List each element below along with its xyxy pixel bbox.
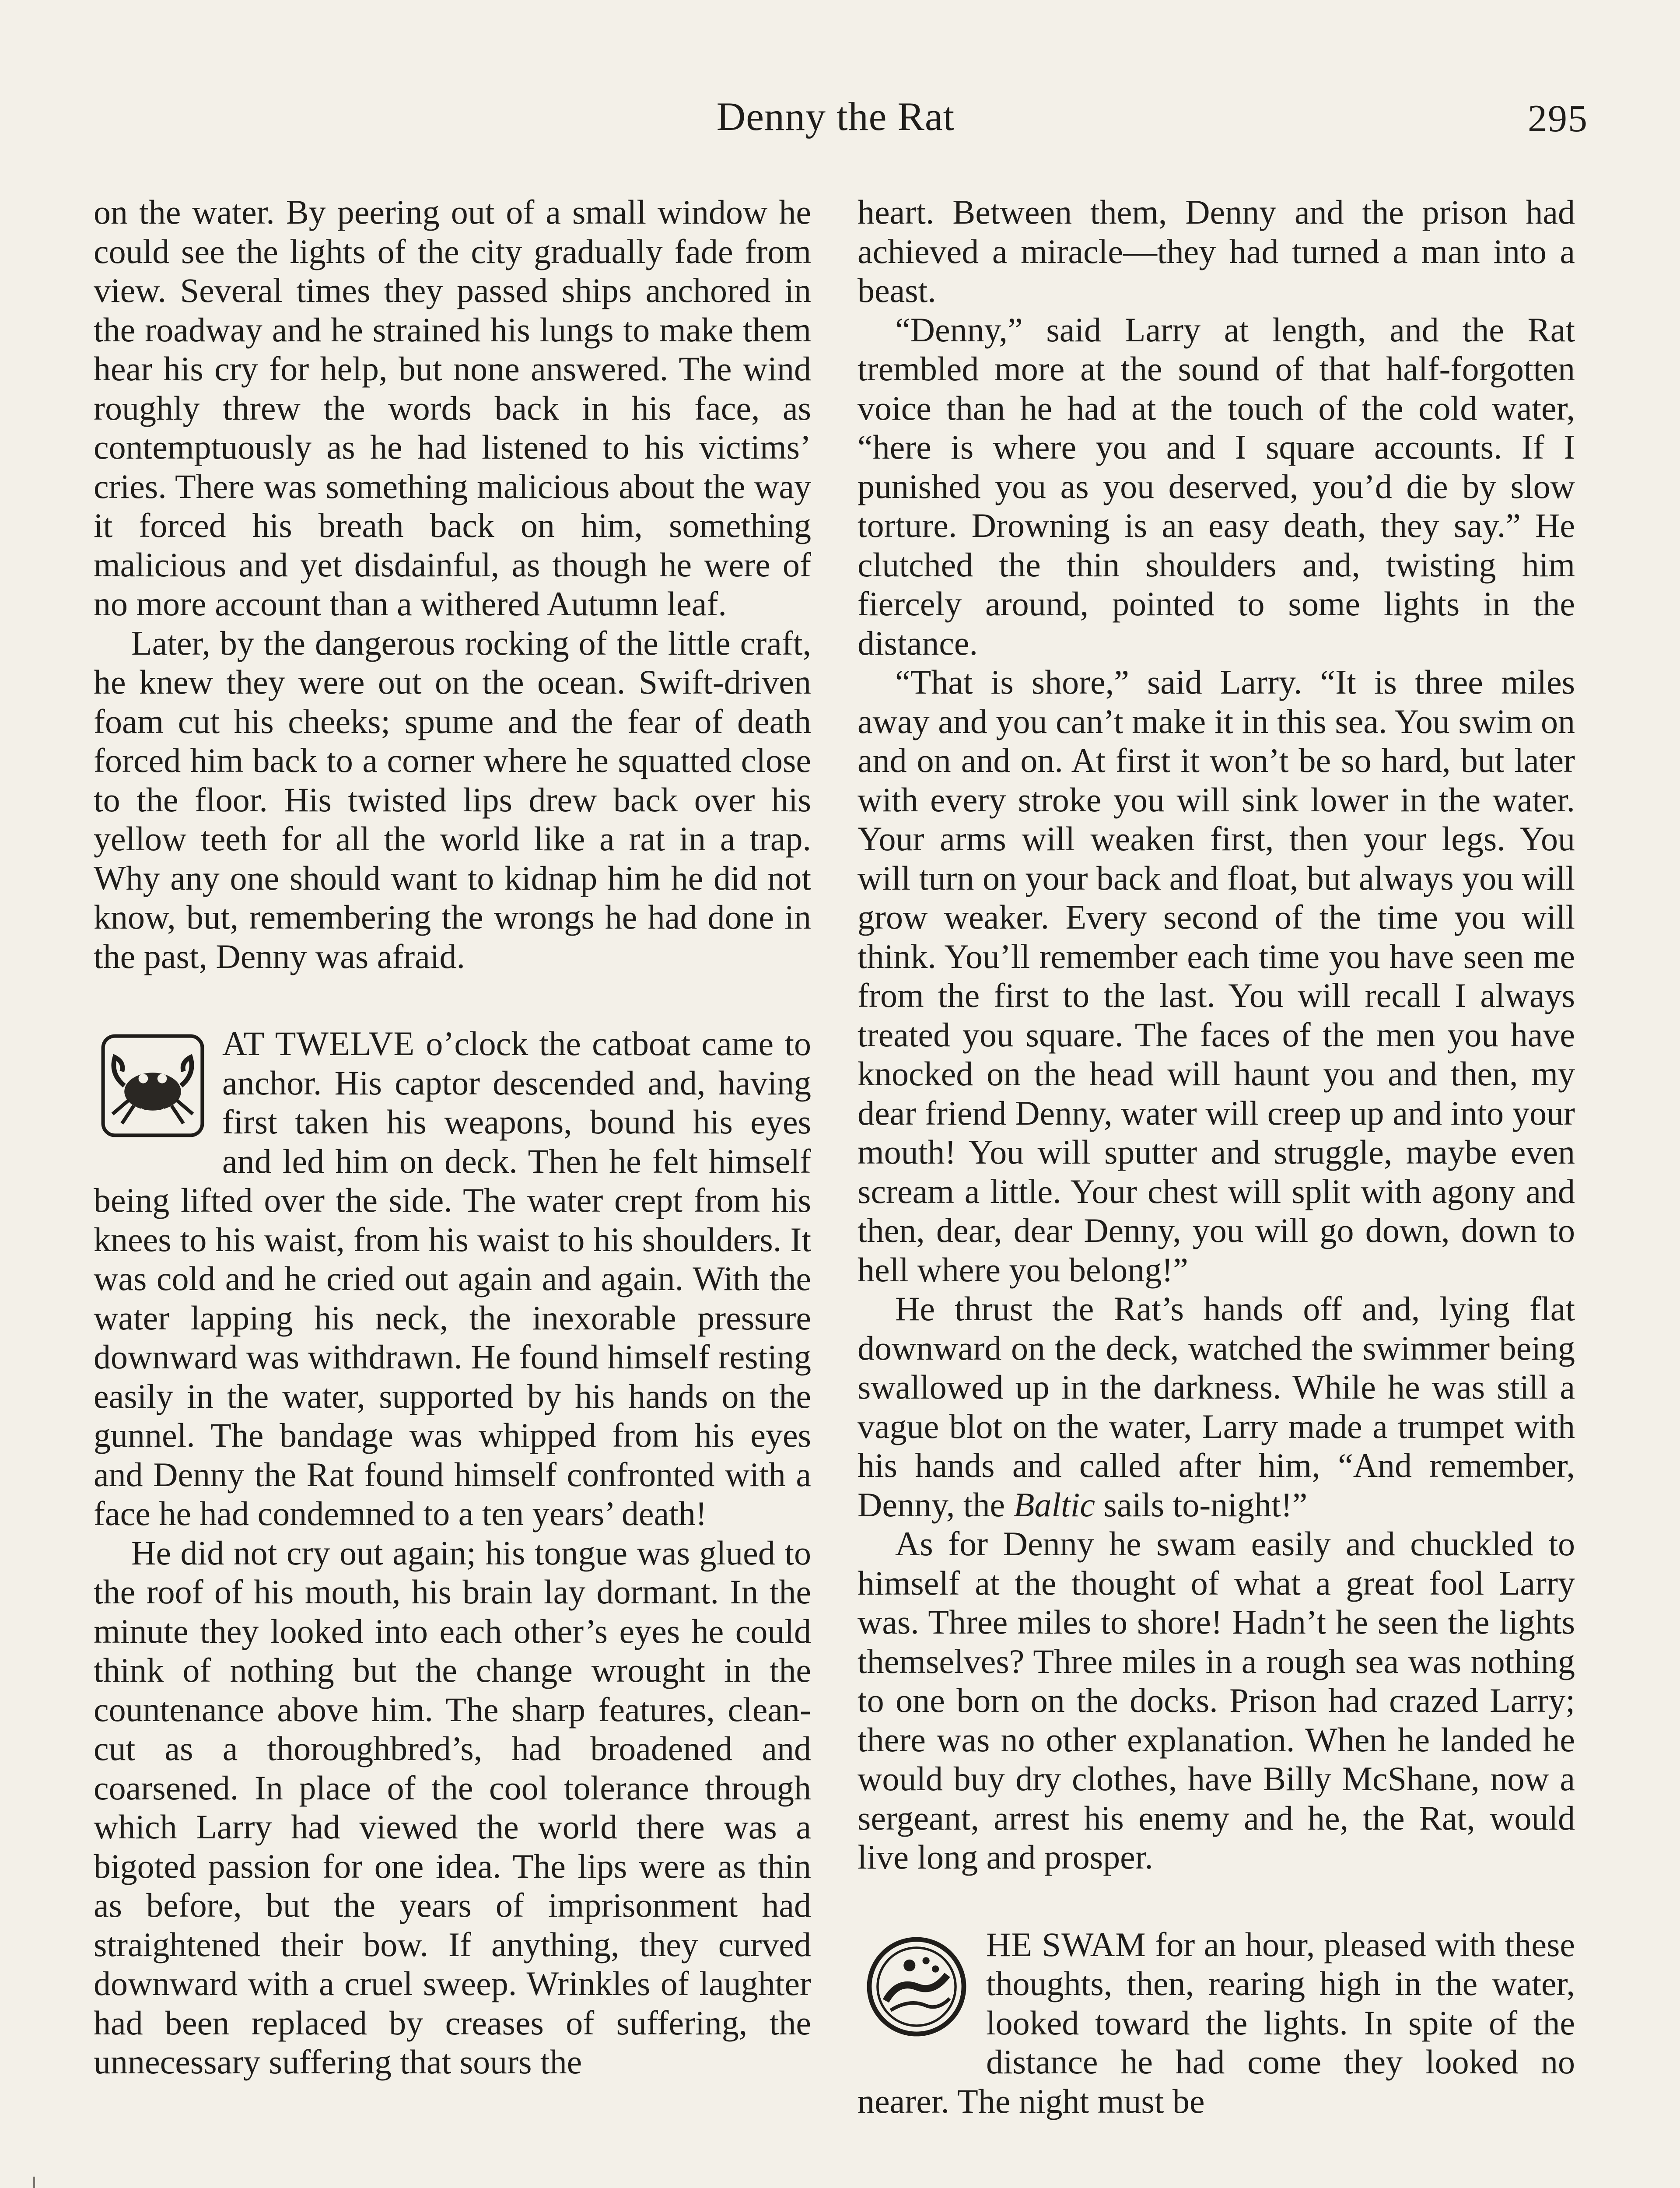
paragraph-text: o’clock the catboat came to anchor. His captor descended and, having first taken his weapons, bound his eyes and led him on deck. Then he felt himself being lifted over the side. The water crept from his knees to his waist, from his waist to his shoulders. It was cold and he cried out again and again. With the water lapping his neck, the inexorable pressure downward was withdrawn. He found himself resting easily in the water, supported by his hands on the gunnel. The bandage was whipped from his eyes and Denny the Rat found himself confronted with a face he had condemned to a ten years’ death! (94, 1024, 811, 1532)
section-break (858, 1877, 1575, 1925)
page-number: 295 (1528, 98, 1588, 140)
right-column (858, 193, 1575, 2121)
paragraph: “Denny,” said Larry at length, and the Rat trembled more at the sound of that half-forgotten voice than he had at the touch of the cold water, “here is where you and I square accounts. If I punished you as you deserved, you’d die by slow torture. Drowning is an easy death, they say.” He clutched the thin shoulders and, twisting him fiercely around, pointed to some lights in the distance. (858, 310, 1575, 662)
section-lead: AT TWELVE (222, 1024, 415, 1062)
section-opening (94, 1024, 811, 1533)
section-lead: HE SWAM (986, 1925, 1146, 1964)
paragraph: on the water. By peering out of a small window he could see the lights of the city gradually fade from view. Several times they passed ships anchored in the roadway and he strained his lungs to make them hear his cry for help, but none answered. The wind roughly threw the words back in his face, as contemptuously as he had listened to his victims’ cries. There was something malicious about the way it forced his breath back on him, something malicious and yet disdainful, as though he were of no more account than a withered Autumn leaf. (94, 193, 811, 623)
paragraph (858, 1289, 1575, 1524)
margin-mark (33, 2177, 35, 2188)
paragraph-text: He thrust the Rat’s hands off and, lying flat downward on the deck, watched the swimmer being swallowed up in the darkness. While he was still a vague blot on the water, Larry made a trumpet with his hands and called after him, “And remember, Denny, the (858, 1290, 1575, 1524)
running-head-title: Denny the Rat (716, 94, 955, 139)
paragraph: He did not cry out again; his tongue was glued to the roof of his mouth, his brain lay dormant. In the minute they looked into each other’s eyes he could think of nothing but the change wrought in the countenance above him. The sharp features, clean-cut as a thoroughbred’s, had broadened and coarsened. In place of the cool tolerance through which Larry had viewed the world there was a bigoted passion for one idea. The lips were as thin as before, but the years of imprisonment had straightened their bow. If anything, they curved downward with a cruel sweep. Wrinkles of laughter had been replaced by creases of suffering, the unnecessary suffering that sours the (94, 1533, 811, 2081)
paragraph-text: sails to-night!” (1095, 1485, 1308, 1524)
section-break (94, 976, 811, 1024)
paragraph: heart. Between them, Denny and the prison had achieved a miracle—they had turned a man into a beast. (858, 193, 1575, 309)
ship-name: Baltic (1013, 1485, 1095, 1524)
paragraph: “That is shore,” said Larry. “It is three miles away and you can’t make it in this sea. You swim on and on and on. At first it won’t be so hard, but later with every stroke you will sink lower in the water. Your arms will weaken first, then your legs. You will turn on your back and float, but always you will grow weaker. Every second of the time you will think. You’ll remember each time you have seen me from the first to the last. You will recall I always treated you square. The faces of the men you have knocked on the head will haunt you and then, my dear friend Denny, water will creep up and into your mouth! You will sputter and struggle, maybe even scream a little. Your chest will split with agony and then, dear, dear Denny, you will go down, down to hell where you belong!” (858, 663, 1575, 1289)
section-opening (858, 1925, 1575, 2121)
paragraph: As for Denny he swam easily and chuckled to himself at the thought of what a great fool Larry was. Three miles to shore! Hadn’t he seen the lights themselves? Three miles in a rough sea was nothing to one born on the docks. Prison had crazed Larry; there was no other explanation. When he landed he would buy dry clothes, have Billy McShane, now a sergeant, arrest his enemy and he, the Rat, would live long and prosper. (858, 1525, 1575, 1876)
paragraph: Later, by the dangerous rocking of the little craft, he knew they were out on the ocean. Swift-driven foam cut his cheeks; spume and the fear of death forced him back to a corner where he squatted close to the floor. His twisted lips drew back over his yellow teeth for all the world like a rat in a trap. Why any one should want to kidnap him he did not know, but, remembering the wrongs he had done in the past, Denny was afraid. (94, 624, 811, 975)
crab-ornament-icon (94, 1027, 212, 1145)
paragraph-text: for an hour, pleased with these thoughts, then, rearing high in the water, looked toward the lights. In spite of the distance he had come they looked no nearer. The night must be (858, 1925, 1575, 2120)
left-column (94, 193, 811, 2082)
wave-ornament-icon (858, 1928, 976, 2046)
